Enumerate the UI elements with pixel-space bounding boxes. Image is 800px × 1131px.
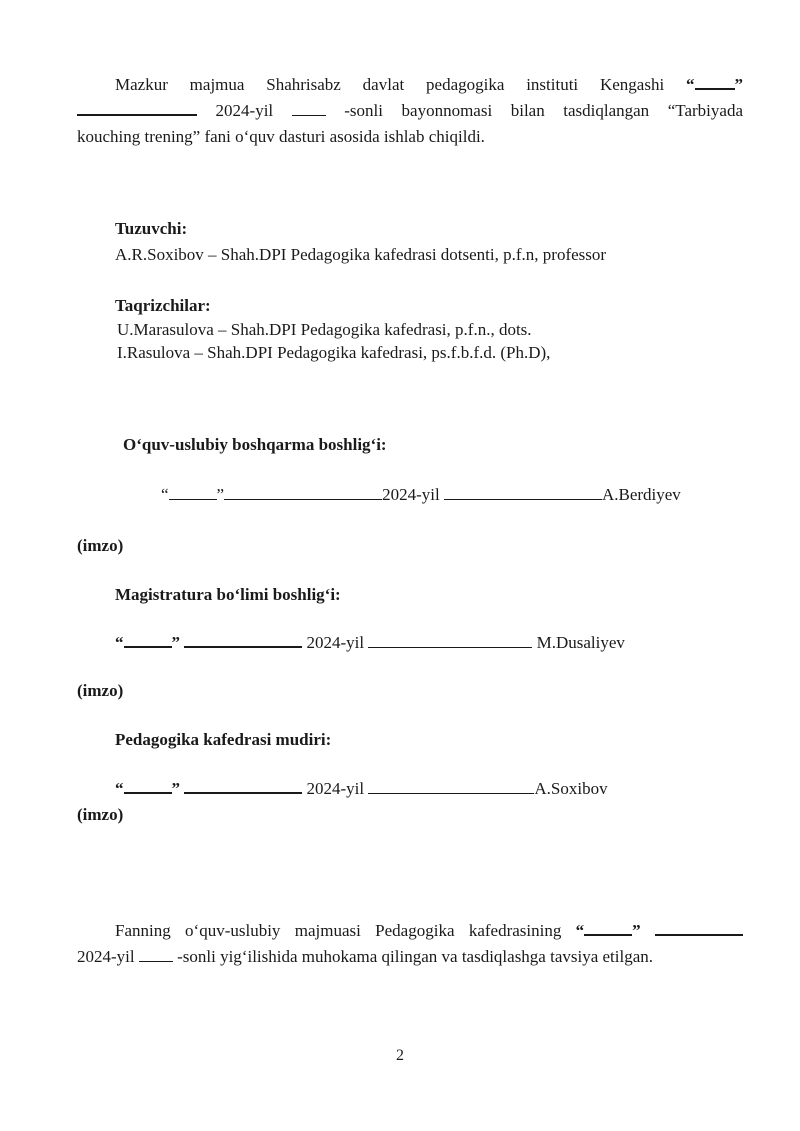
page-number: 2 bbox=[396, 1047, 404, 1064]
reviewer-item: U.Marasulova – Shah.DPI Pedagogika kafedrasi, p.f.n., dots. bbox=[117, 320, 532, 339]
reviewers-heading: Taqrizchilar: bbox=[115, 296, 211, 315]
intro-line-1: Mazkur majmua Shahrisabz davlat pedagogika instituti Kengashi “ ” bbox=[115, 75, 744, 94]
approval-signature-line: “ ” 2024-yil A.Berdiyev bbox=[161, 485, 681, 504]
number-blank bbox=[292, 101, 326, 116]
day-blank bbox=[124, 632, 172, 648]
closing-paragraph bbox=[77, 918, 743, 970]
intro-paragraph bbox=[77, 72, 743, 150]
day-blank bbox=[169, 485, 217, 500]
approval-heading: Pedagogika kafedrasi mudiri: bbox=[115, 730, 332, 749]
intro-line-3: kouching trening” fani o‘quv dasturi asosida ishlab chiqildi. bbox=[77, 127, 485, 146]
signature-label: (imzo) bbox=[77, 805, 124, 824]
approval-heading: O‘quv-uslubiy boshqarma boshlig‘i: bbox=[123, 435, 387, 454]
month-blank bbox=[184, 632, 302, 648]
signature-label: (imzo) bbox=[77, 536, 124, 555]
month-blank bbox=[77, 100, 197, 116]
number-blank bbox=[139, 947, 173, 962]
author-heading: Tuzuvchi: bbox=[115, 219, 188, 238]
approval-signature-line: “ ” 2024-yil A.Soxibov bbox=[115, 779, 608, 798]
closing-line-1: Fanning o‘quv-uslubiy majmuasi Pedagogika kafedrasining “ ” bbox=[77, 918, 743, 944]
signature-blank bbox=[368, 633, 532, 648]
signature-label: (imzo) bbox=[77, 681, 124, 700]
closing-line-2: 2024-yil -sonli yig‘ilishida muhokama qilingan va tasdiqlashga tavsiya etilgan. bbox=[77, 947, 654, 966]
day-blank bbox=[584, 920, 632, 936]
author-line: A.R.Soxibov – Shah.DPI Pedagogika kafedrasi dotsenti, p.f.n, professor bbox=[115, 245, 607, 264]
day-blank bbox=[124, 778, 172, 794]
signature-blank bbox=[368, 779, 534, 794]
intro-line-2: 2024-yil -sonli bayonnomasi bilan tasdiqlangan “Tarbiyada bbox=[77, 98, 743, 124]
day-blank bbox=[695, 74, 735, 90]
approval-signature-line: “ ” 2024-yil M.Dusaliyev bbox=[115, 633, 625, 652]
month-blank bbox=[224, 485, 382, 500]
month-blank bbox=[655, 920, 743, 936]
signature-blank bbox=[444, 485, 602, 500]
approval-heading: Magistratura bo‘limi boshlig‘i: bbox=[115, 585, 341, 604]
month-blank bbox=[184, 778, 302, 794]
reviewer-item: I.Rasulova – Shah.DPI Pedagogika kafedrasi, ps.f.b.f.d. (Ph.D), bbox=[117, 343, 551, 362]
